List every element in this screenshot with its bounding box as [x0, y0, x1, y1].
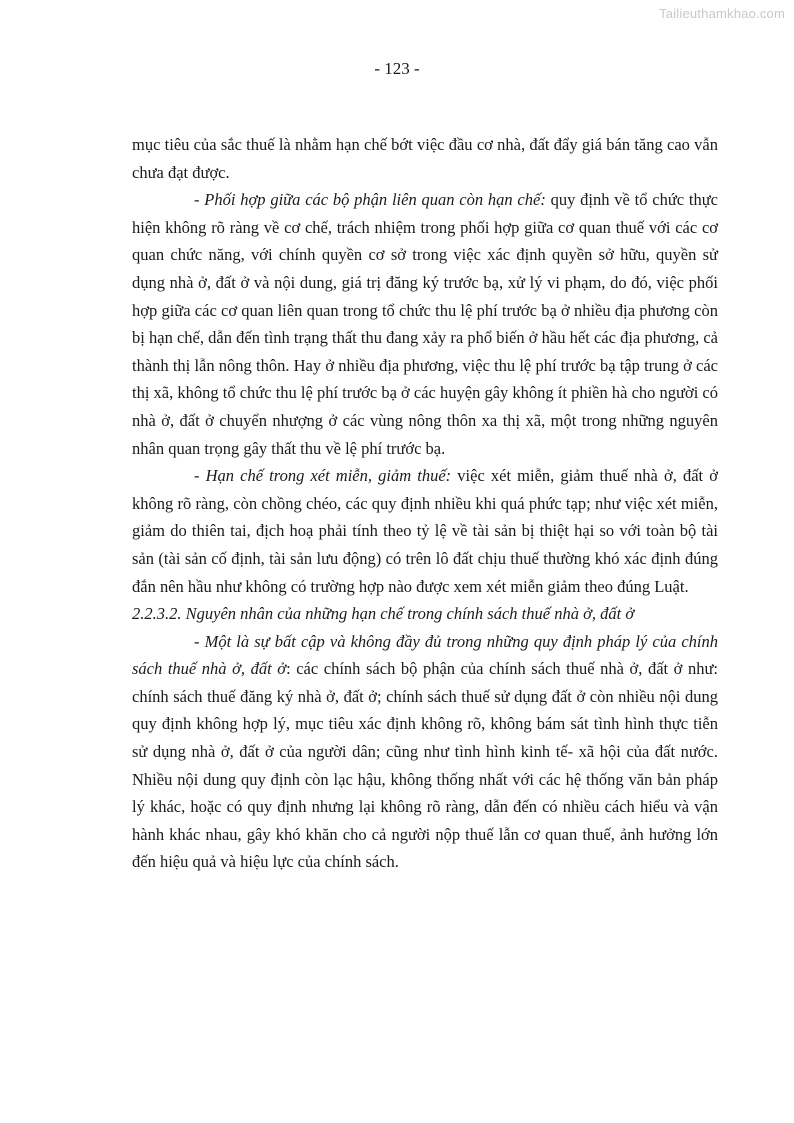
paragraph-continued: mục tiêu của sắc thuế là nhằm hạn chế bớt việc đầu cơ nhà, đất đẩy giá bán tăng cao vẫn chưa đạt được. [132, 135, 718, 182]
paragraph-body: : các chính sách bộ phận của chính sách thuế nhà ở, đất ở như: chính sách thuế đăng ký nhà ở, đất ở; chính sách thuế sử dụng đất ở còn nhiều nội dung quy định không hợp lý, mục tiêu xác định không rõ, không bám sát tình hình thực tiễn sử dụng nhà ở, đất ở của người dân; cũng như tình hình kinh tế- xã hội của đất nước. Nhiều nội dung quy định còn lạc hậu, không thống nhất với các hệ thống văn bản pháp lý khác, hoặc có quy định nhưng lại không rõ ràng, dẫn đến có nhiều cách hiểu và vận hành khác nhau, gây khó khăn cho cả người nộp thuế lẫn cơ quan thuế, ảnh hưởng lớn đến hiệu quả và hiệu lực của chính sách. [132, 659, 719, 872]
paragraph-lead-italic: - Hạn chế trong xét miễn, giảm thuế: [194, 466, 452, 486]
watermark-text: Tailieuthamkhao.com [659, 6, 785, 21]
paragraph-cause-one [132, 628, 718, 876]
paragraph-coordination-limits [132, 186, 718, 462]
page-number: - 123 - [374, 59, 420, 78]
section-heading: 2.2.3.2. Nguyên nhân của những hạn chế trong chính sách thuế nhà ở, đất ở [132, 604, 635, 624]
paragraph-body: quy định về tổ chức thực hiện không rõ ràng về cơ chế, trách nhiệm trong phối hợp giữa cơ quan thuế với các cơ quan chức năng, với chính quyền cơ sở trong việc xác định quyền sở hữu, quyền sử dụng nhà ở, đất ở và nội dung, giá trị đăng ký trước bạ, xử lý vi phạm, do đó, việc phối hợp giữa các cơ quan liên quan trong tổ chức thu lệ phí trước bạ ở nhiều địa phương còn bị hạn chế, dẫn đến tình trạng thất thu đang xảy ra phổ biến ở hầu hết các địa phương, cả thành thị lẫn nông thôn. Hay ở nhiều địa phương, việc thu lệ phí trước bạ tập trung ở các thị xã, không tổ chức thu lệ phí trước bạ ở các huyện gây không ít phiền hà cho người có nhà ở, đất ở chuyển nhượng ở các vùng nông thôn xa thị xã, một trong những nguyên nhân quan trọng gây thất thu về lệ phí trước bạ. [132, 190, 718, 458]
paragraph-lead-italic: - Một là sự bất cập và không đầy đủ trong những quy định pháp lý của chính sách thuế nhà ở, đất ở [132, 631, 718, 679]
document-body [132, 131, 718, 876]
paragraph-body: việc xét miễn, giảm thuế nhà ở, đất ở không rõ ràng, còn chồng chéo, các quy định nhiều khi quá phức tạp; như việc xét miễn, giảm do thiên tai, địch hoạ phải tính theo tỷ lệ về tài sản bị thiệt hại so với toàn bộ tài sản (tài sản cố định, tài sản lưu động) có trên lô đất chịu thuế thường khó xác định đúng đắn nên hầu như không có trường hợp nào được xem xét miễn giảm theo đúng Luật. [132, 466, 718, 596]
paragraph-lead-italic: - Phối hợp giữa các bộ phận liên quan còn hạn chế: [194, 190, 546, 210]
paragraph-exemption-limits [132, 462, 718, 600]
